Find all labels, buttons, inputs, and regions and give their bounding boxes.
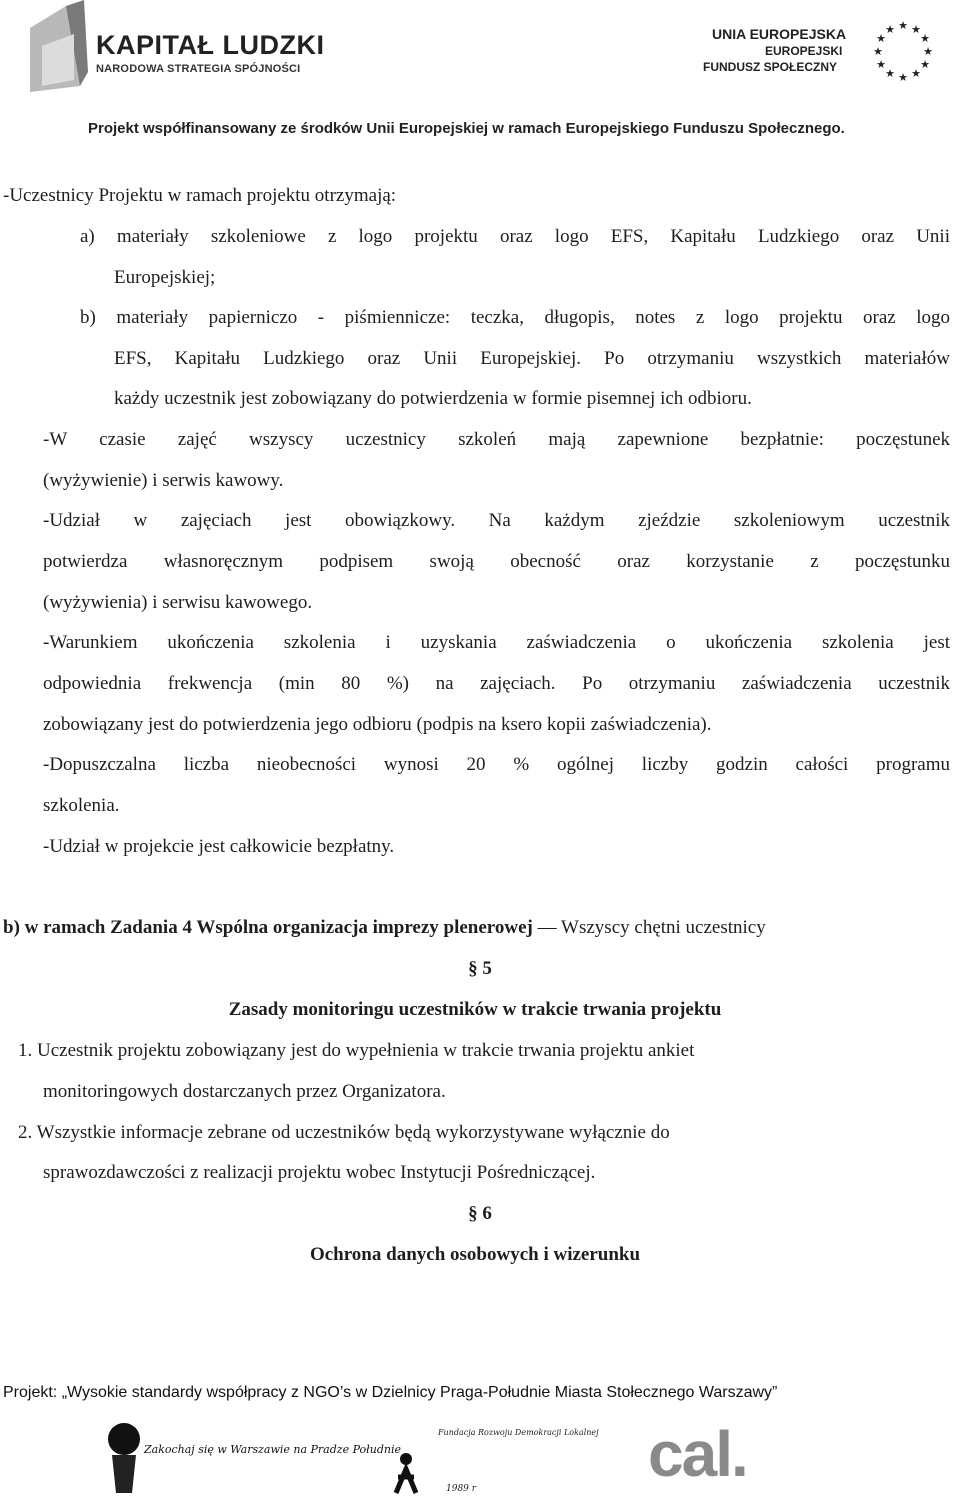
svg-text:★: ★ xyxy=(898,71,908,84)
task-4-participants: Wszyscy chętni uczestnicy xyxy=(556,917,766,938)
list-item-a-line1: a) materiały szkoleniowe z logo projektu oraz logo EFS, Kapitału Ludzkiego oraz Unii xyxy=(80,226,950,247)
paragraph-completion-line1: -Warunkiem ukończenia szkolenia i uzyskania zaświadczenia o ukończenia szkolenia jest xyxy=(43,632,950,653)
eu-logo-line1: UNIA EUROPEJSKA xyxy=(712,26,847,42)
svg-text:★: ★ xyxy=(923,45,933,58)
svg-text:★: ★ xyxy=(920,58,930,71)
section-5-item2-line1: 2. Wszystkie informacje zebrane od uczestników będą wykorzystywane wyłącznie do xyxy=(18,1122,670,1143)
list-item-b-line1: b) materiały papierniczo - piśmiennicze: teczka, długopis, notes z logo projektu oraz logo xyxy=(80,307,950,328)
kapital-ludzki-name: KAPITAŁ LUDZKI xyxy=(96,30,325,60)
paragraph-meals-line2: (wyżywienie) i serwis kawowy. xyxy=(43,470,284,491)
paragraph-absence-line2: szkolenia. xyxy=(43,795,120,816)
list-item-b-line2: EFS, Kapitału Ludzkiego oraz Unii Europejskiej. Po otrzymaniu wszystkich materiałów xyxy=(114,348,950,369)
paragraph-completion-line3: zobowiązany jest do potwierdzenia jego odbioru (podpis na ksero kopii zaświadczenia). xyxy=(43,714,712,735)
section-6-number: § 6 xyxy=(468,1203,492,1224)
section-5-item2-line2: sprawozdawczości z realizacji projektu wobec Instytucji Pośredniczącej. xyxy=(43,1162,596,1183)
paragraph-absence-line1: -Dopuszczalna liczba nieobecności wynosi 20 % ogólnej liczby godzin całości programu xyxy=(43,754,950,775)
eu-stars-icon xyxy=(872,20,934,82)
eu-logo-line2: EUROPEJSKI xyxy=(765,44,843,58)
svg-text:★: ★ xyxy=(876,58,886,71)
section-5-item1-line1: 1. Uczestnik projektu zobowiązany jest do wypełnienia w trakcie trwania projektu ankiet xyxy=(18,1040,695,1061)
kapital-ludzki-subtitle: NARODOWA STRATEGIA SPÓJNOŚCI xyxy=(96,63,301,75)
em-dash: — xyxy=(532,917,557,938)
paragraph-attendance-line3: (wyżywienia) i serwisu kawowego. xyxy=(43,592,313,613)
cofinancing-note: Projekt współfinansowany ze środków Unii Europejskiej w ramach Europejskiego Funduszu Społecznego. xyxy=(88,120,845,137)
footer-project-name: Projekt: „Wysokie standardy współpracy z NGO’s w Dzielnicy Praga-Południe Miasta Stołecznego Warszawy” xyxy=(3,1384,778,1401)
eu-logo-line3: FUNDUSZ SPOŁECZNY xyxy=(703,60,838,74)
svg-text:★: ★ xyxy=(911,67,921,80)
frdl-logo xyxy=(392,1415,599,1495)
paragraph-meals-line1: -W czasie zajęć wszyscy uczestnicy szkoleń mają zapewnione bezpłatnie: poczęstunek xyxy=(43,429,950,450)
list-item-a-line2: Europejskiej; xyxy=(114,267,216,288)
svg-text:★: ★ xyxy=(873,45,883,58)
praga-poludnie-logo-text: Zakochaj się w Warszawie na Pradze Południe xyxy=(144,1443,401,1456)
paragraph-completion-line2: odpowiednia frekwencja (min 80 %) na zajęciach. Po otrzymaniu zaświadczenia uczestnik xyxy=(43,673,950,694)
paragraph-attendance-line2: potwierdza własnoręcznym podpisem swoją obecność oraz korzystanie z poczęstunku xyxy=(43,551,950,572)
frdl-logo-year: 1989 r xyxy=(446,1484,477,1494)
praga-poludnie-logo xyxy=(92,1415,401,1495)
svg-text:★: ★ xyxy=(898,19,908,32)
task-4-label: b) w ramach Zadania 4 Wspólna organizacja imprezy plenerowej xyxy=(3,917,533,938)
frdl-logo-text: Fundacja Rozwoju Demokracji Lokalnej xyxy=(438,1428,599,1437)
svg-text:★: ★ xyxy=(911,23,921,36)
paragraph-attendance-line1: -Udział w zajęciach jest obowiązkowy. Na każdym zjeździe szkoleniowym uczestnik xyxy=(43,510,950,531)
svg-text:★: ★ xyxy=(885,23,895,36)
section-5-item1-line2: monitoringowych dostarczanych przez Organizatora. xyxy=(43,1081,446,1102)
paragraph-free-participation: -Udział w projekcie jest całkowicie bezpłatny. xyxy=(43,836,395,857)
list-item-b-line3: każdy uczestnik jest zobowiązany do potwierdzenia w formie pisemnej ich odbioru. xyxy=(114,388,752,409)
intro-text: -Uczestnicy Projektu w ramach projektu otrzymają: xyxy=(3,185,397,206)
section-5-number: § 5 xyxy=(468,958,492,979)
section-6-title: Ochrona danych osobowych i wizerunku xyxy=(309,1244,641,1265)
cal-logo: cal. xyxy=(648,1418,747,1490)
svg-text:★: ★ xyxy=(876,32,886,45)
svg-text:★: ★ xyxy=(920,32,930,45)
svg-text:★: ★ xyxy=(885,67,895,80)
section-5-title: Zasady monitoringu uczestników w trakcie trwania projektu xyxy=(228,999,722,1020)
task-4-line xyxy=(3,916,766,940)
